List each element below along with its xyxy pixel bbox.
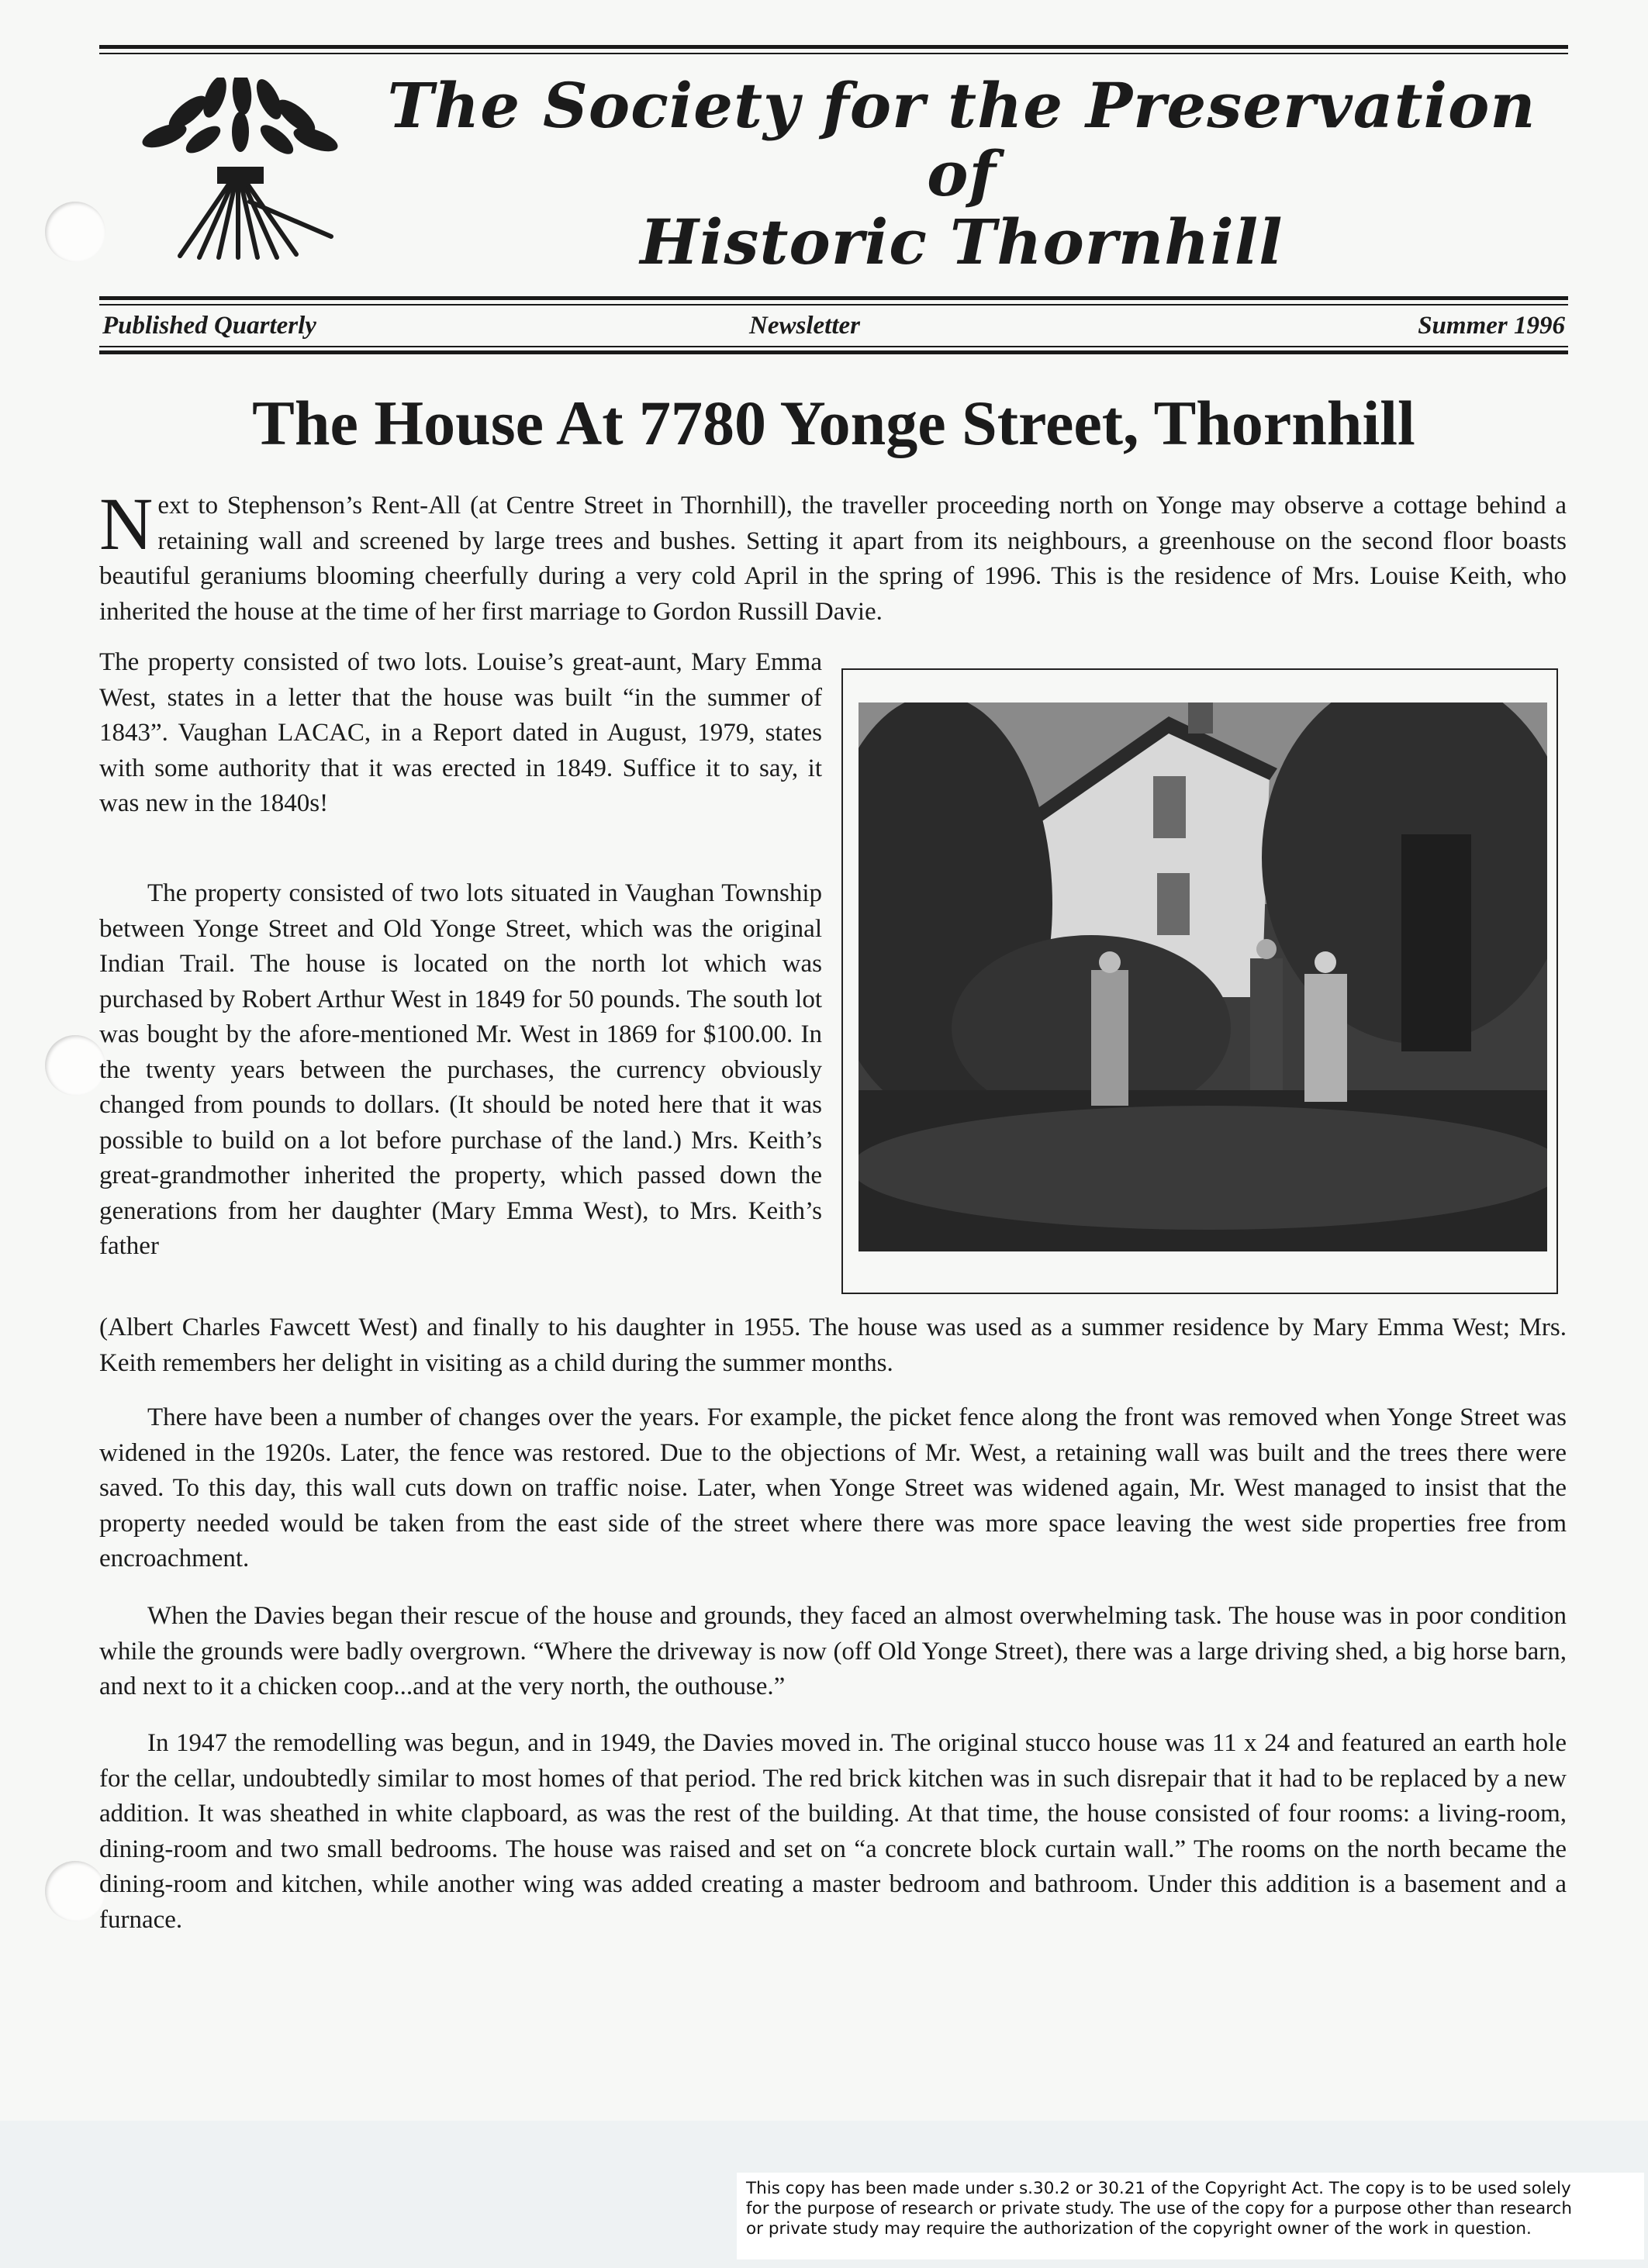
article-headline: The House At 7780 Yonge Street, Thornhill [252, 388, 1415, 458]
house-photo-frame [841, 668, 1558, 1294]
masthead-rule-top [99, 45, 1568, 49]
masthead-rule-top-thin [99, 53, 1568, 54]
punch-hole-top [45, 202, 105, 262]
article-paragraph-5: In 1947 the remodelling was begun, and in 1949, the Davies moved in. The original stucco house was 11 x 24 and featured an earth hole for the cellar, undoubtedly similar to most homes of that period. The red brick kitchen was in such disrepair that it had to be replaced by a new addition. It was sheathed in white clapboard, as was the rest of the building. At that time, the house consisted of four rooms: a living-room, dining-room and two small bedrooms. The house was raised and set on “a concrete block curtain wall.” The rooms on the north became the dining-room and kitchen, while another wing was added creating a master bedroom and bathroom. Under this addition is a basement and a furnace. [99, 1729, 1567, 1934]
article-paragraph-1 [99, 482, 1567, 630]
punch-hole-bottom [45, 1861, 105, 1921]
copyright-notice [737, 2173, 1644, 2259]
copyright-notice-line2: for the purpose of research or private study. The use of the copy for a purpose other than research [746, 2199, 1572, 2218]
copyright-notice-line3: or private study may require the authorization of the copyright owner of the work in question. [746, 2219, 1532, 2239]
wheat-sheaf-icon [133, 78, 343, 264]
punch-hole-middle [45, 1035, 105, 1096]
article-paragraph-3: There have been a number of changes over the years. For example, the picket fence along the front was removed when Yonge Street was widened in the 1920s. Later, the fence was restored. Due to the objections of Mr. West, a retaining wall was built and the trees there were saved. To this day, this wall cuts down on traffic noise. Later, when Yonge Street was widened again, Mr. West managed to insist that the property needed would be taken from the east side of the street where there was more space leaving the west side properties free from encroachment. [99, 1403, 1567, 1572]
drop-cap: N [99, 482, 154, 565]
publication-issue: Summer 1996 [1418, 312, 1565, 340]
subbar-rule-thin [99, 346, 1568, 347]
masthead-rule-bottom-thin [99, 304, 1568, 306]
article-paragraph-4: When the Davies began their rescue of the house and grounds, they faced an almost overwhelming task. The house was in poor condition while the grounds were badly overgrown. “Where the driveway is now (off Old Yonge Street), there was a large driving shed, a big horse barn, and next to it a chicken coop...and at the very north, the outhouse.” [99, 1602, 1567, 1700]
article-paragraph-2: The property consisted of two lots situated in Vaughan Township between Yonge Street and Old Yonge Street, which was the original Indian Trail. The house is located on the north lot which was purchased by Robert Arthur West in 1849 for 50 pounds. The south lot was bought by the afore-mentioned Mr. West in 1869 for $100.00. In the twenty years between the purchases, the currency obviously changed from pounds to dollars. (It should be noted here that it was possible to build on a lot before purchase of the land.) Mrs. Keith’s great-grandmother inherited the property, which passed down the generations from her daughter (Mary Emma West), to Mrs. Keith’s father [99, 879, 822, 1260]
article-paragraph-2-continued: (Albert Charles Fawcett West) and finally to his daughter in 1955. The house was used as a summer residence by Mary Emma West; Mrs. Keith remembers her delight in visiting as a child during the summer months. [99, 1314, 1567, 1377]
masthead-rule-bottom [99, 296, 1568, 300]
society-title-line1: The Society for the Preservation of [387, 69, 1536, 210]
subbar-rule [99, 350, 1568, 354]
copyright-notice-line1: This copy has been made under s.30.2 or 30.21 of the Copyright Act. The copy is to be used solely [746, 2179, 1571, 2198]
article-paragraph-1-text: ext to Stephenson’s Rent-All (at Centre Street in Thornhill), the traveller proceeding north on Yonge may observe a cottage behind a retaining wall and screened by large trees and bushes. Setting it apart from its neighbours, a greenhouse on the second floor boasts beautiful geraniums blooming cheerfully during a very cold April in the spring of 1996. This is the residence of Mrs. Louise Keith, who inherited the house at the time of her first marriage to Gordon Russill Davie. [99, 492, 1567, 626]
article-paragraph-1-continued: The property consisted of two lots. Louise’s great-aunt, Mary Emma West, states in a letter that the house was built “in the summer of 1843”. Vaughan LACAC, in a Report dated in August, 1979, states with some authority that it was erected in 1849. Suffice it to say, it was new in the 1840s! [99, 648, 822, 817]
society-title-line2: Historic Thornhill [640, 205, 1284, 278]
publication-type: Newsletter [749, 312, 860, 340]
publication-frequency: Published Quarterly [102, 312, 316, 340]
publication-bar [99, 307, 1568, 346]
house-photograph [859, 702, 1547, 1251]
society-title [364, 71, 1559, 276]
